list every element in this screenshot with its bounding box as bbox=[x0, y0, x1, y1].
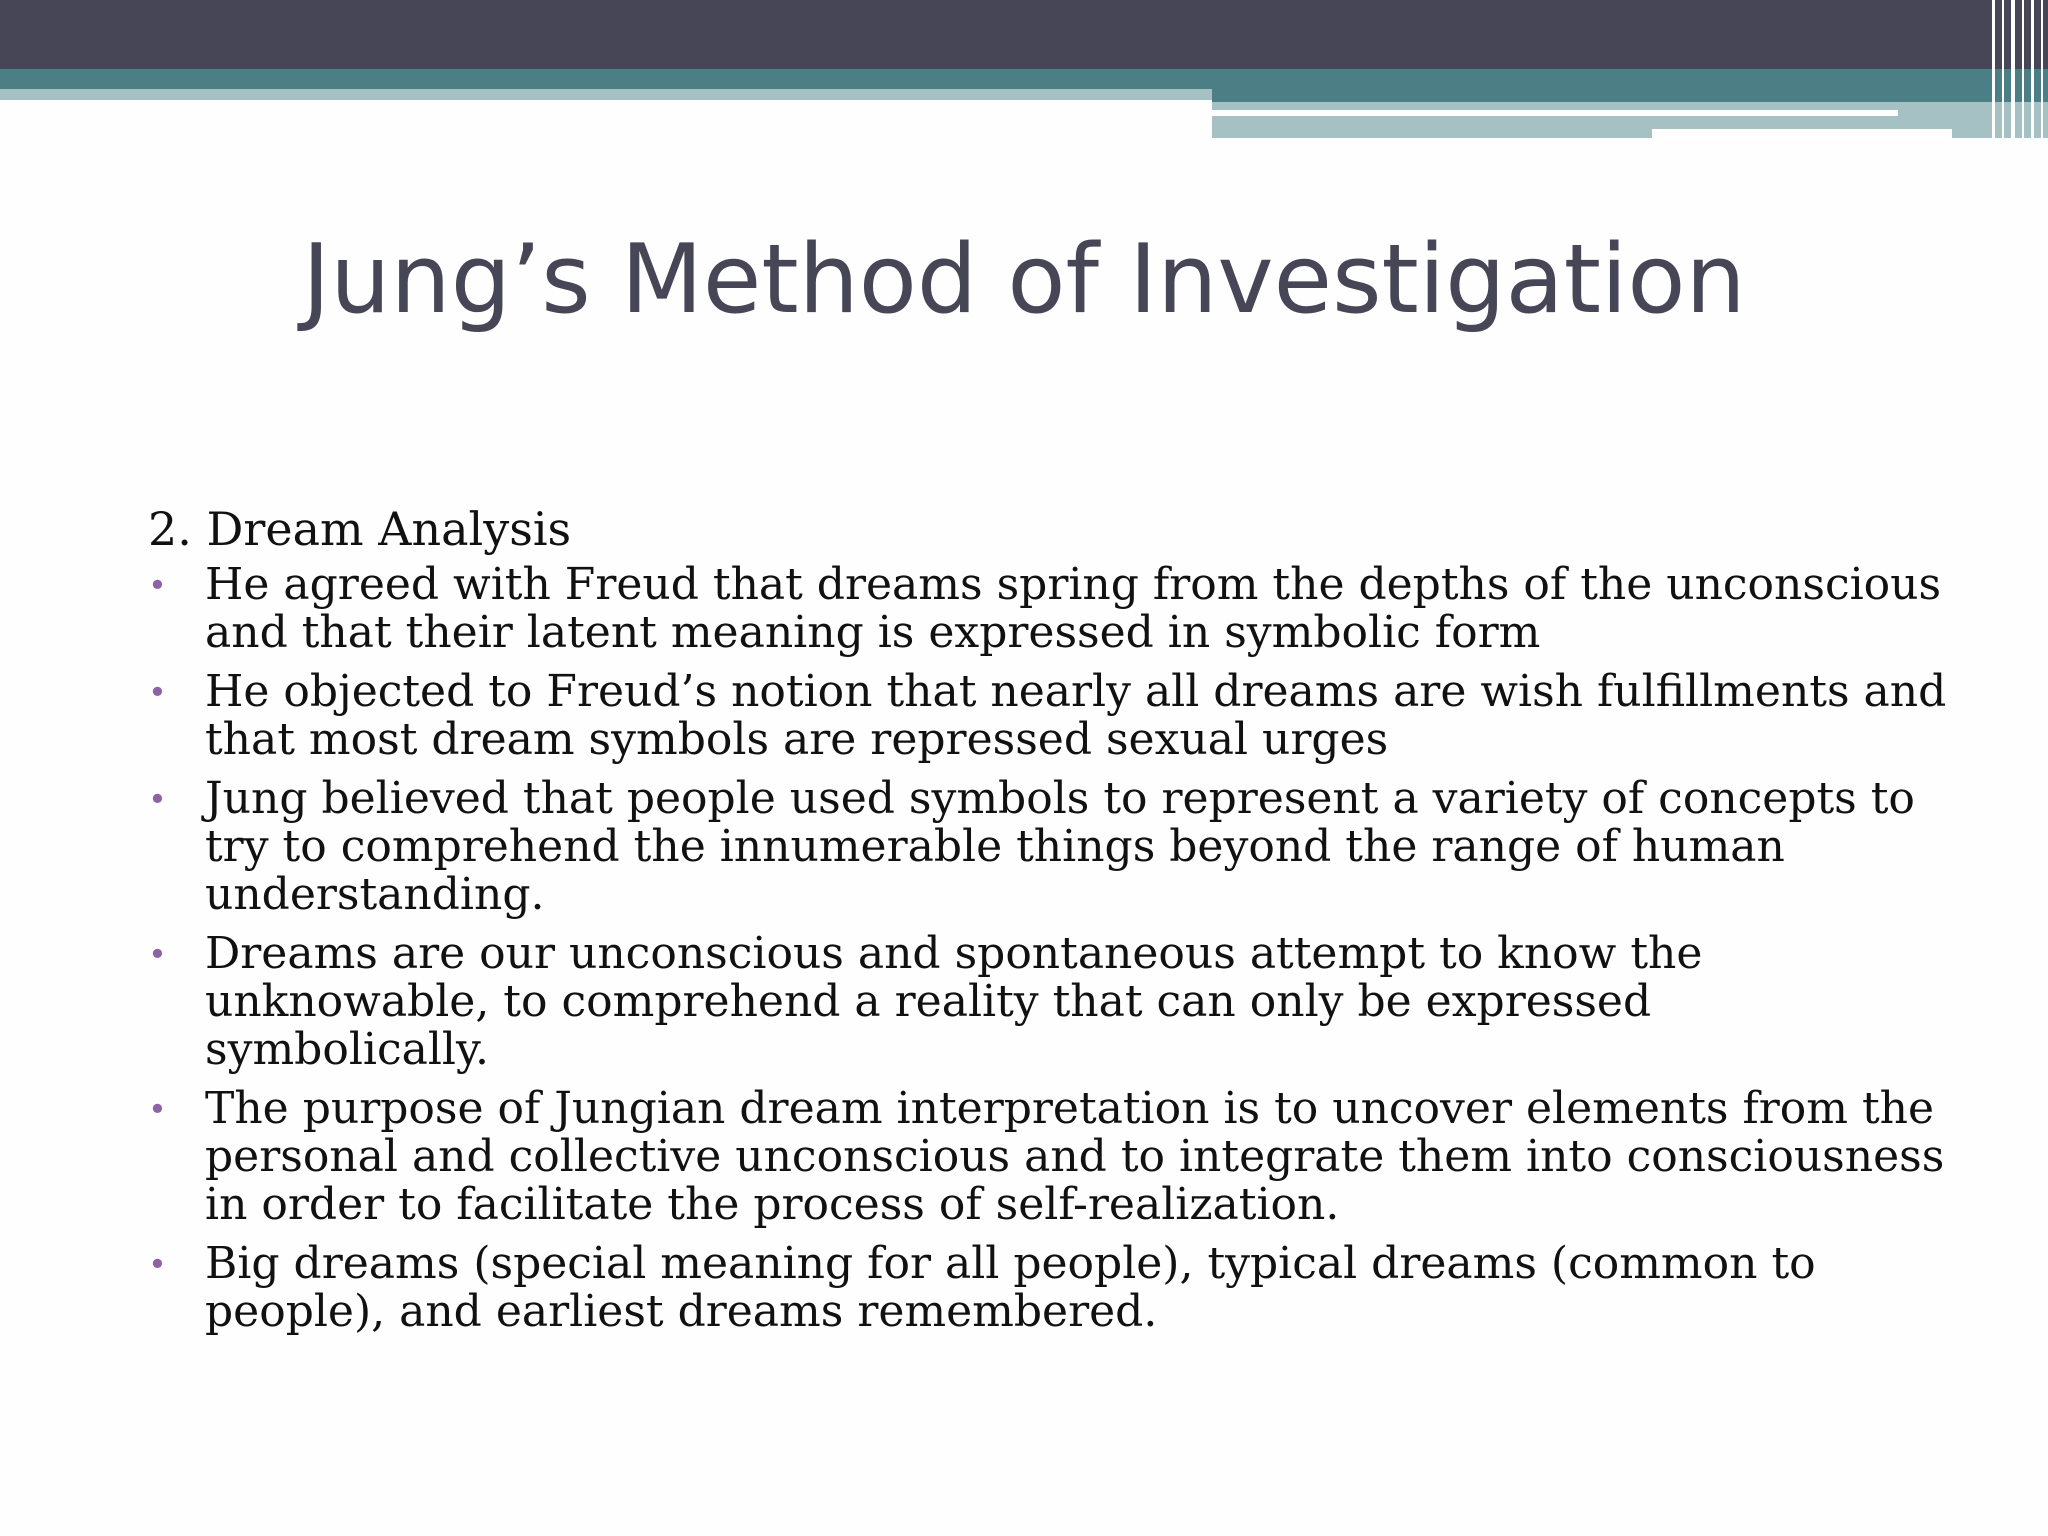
bullet-icon: • bbox=[148, 566, 167, 604]
bullet-icon: • bbox=[148, 935, 167, 973]
section-heading: 2. Dream Analysis bbox=[148, 502, 572, 556]
bullet-text: He objected to Freud’s notion that nearly all dreams are wish fulfillments and that most dream symbols are repressed sexual urges bbox=[205, 666, 1947, 765]
bullet-list bbox=[148, 561, 1948, 1336]
bullet-icon: • bbox=[148, 780, 167, 818]
bullet-item bbox=[148, 930, 1948, 1074]
slide-body bbox=[148, 502, 1948, 1347]
header-band-light-left bbox=[0, 89, 1212, 100]
header-stripes bbox=[1984, 0, 2048, 138]
bullet-item bbox=[148, 1085, 1948, 1229]
header-line-2 bbox=[1652, 129, 1952, 138]
bullet-item bbox=[148, 668, 1948, 764]
bullet-text: Dreams are our unconscious and spontaneous attempt to know the unknowable, to comprehend a reality that can only be expressed symbolically. bbox=[205, 928, 1703, 1075]
bullet-icon: • bbox=[148, 673, 167, 711]
bullet-item bbox=[148, 775, 1948, 919]
bullet-icon: • bbox=[148, 1090, 167, 1128]
bullet-item bbox=[148, 561, 1948, 657]
header-band-teal-right bbox=[1212, 89, 2048, 102]
bullet-item bbox=[148, 1240, 1948, 1336]
header-band-dark bbox=[0, 0, 2048, 69]
bullet-text: Jung believed that people used symbols to represent a variety of concepts to try to comprehend the innumerable things beyond the range of human understanding. bbox=[205, 773, 1915, 920]
bullet-text: Big dreams (special meaning for all people), typical dreams (common to people), and earliest dreams remembered. bbox=[205, 1238, 1816, 1337]
slide-title: Jung’s Method of Investigation bbox=[302, 225, 1746, 335]
bullet-text: He agreed with Freud that dreams spring from the depths of the unconscious and that their latent meaning is expressed in symbolic form bbox=[205, 559, 1942, 658]
header-band-teal bbox=[0, 69, 2048, 89]
bullet-icon: • bbox=[148, 1245, 167, 1283]
bullet-text: The purpose of Jungian dream interpretation is to uncover elements from the personal and collective unconscious and to integrate them into consciousness in order to facilitate the process of self-realization. bbox=[205, 1083, 1945, 1230]
header-line-1 bbox=[1212, 110, 1898, 116]
